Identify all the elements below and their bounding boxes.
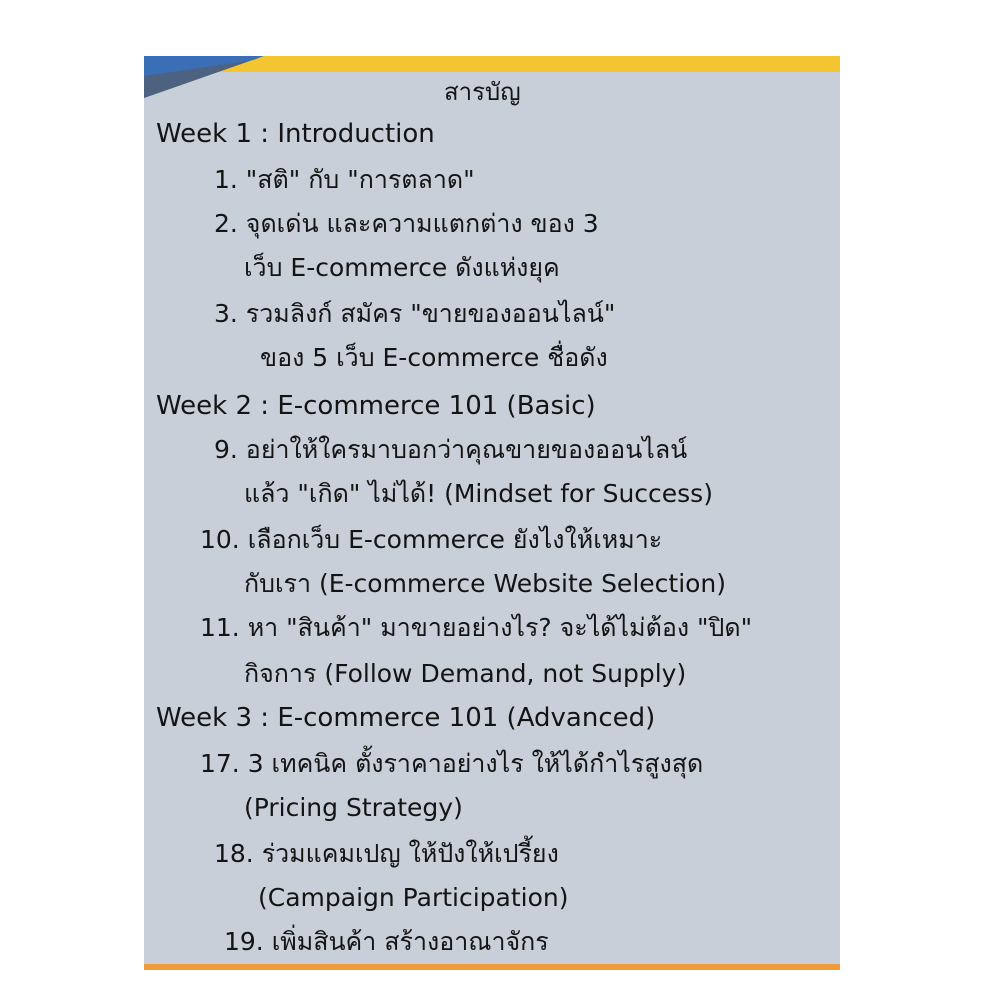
week-3-heading: Week 3 : E-commerce 101 (Advanced) xyxy=(156,703,656,733)
toc-item-10: 10. เลือกเว็บ E-commerce ยังไงให้เหมาะ xyxy=(200,525,663,554)
toc-item-19: 19. เพิ่มสินค้า สร้างอาณาจักร xyxy=(224,927,549,956)
toc-item-1: 1. "สติ" กับ "การตลาด" xyxy=(214,165,475,194)
corner-decoration xyxy=(144,56,264,98)
toc-item-9-cont: แล้ว "เกิด" ไม่ได้! (Mindset for Success) xyxy=(244,479,713,508)
toc-item-17-cont: (Pricing Strategy) xyxy=(244,793,463,822)
toc-item-9: 9. อย่าให้ใครมาบอกว่าคุณขายของออนไลน์ xyxy=(214,435,688,464)
toc-item-18-cont: (Campaign Participation) xyxy=(258,883,569,912)
toc-item-11: 11. หา "สินค้า" มาขายอย่างไร? จะได้ไม่ต้อง "ปิด" xyxy=(200,613,753,642)
toc-item-2: 2. จุดเด่น และความแตกต่าง ของ 3 xyxy=(214,209,599,238)
toc-item-3: 3. รวมลิงก์ สมัคร "ขายของออนไลน์" xyxy=(214,299,616,328)
toc-title: สารบัญ xyxy=(444,78,521,106)
toc-item-2-cont: เว็บ E-commerce ดังแห่งยุค xyxy=(244,253,560,282)
toc-item-17: 17. 3 เทคนิค ตั้งราคาอย่างไร ให้ได้กำไรสูงสุด xyxy=(200,749,704,778)
week-2-heading: Week 2 : E-commerce 101 (Basic) xyxy=(156,391,596,421)
toc-item-11-cont: กิจการ (Follow Demand, not Supply) xyxy=(244,659,687,688)
toc-item-10-cont: กับเรา (E-commerce Website Selection) xyxy=(244,569,727,598)
toc-item-3-cont: ของ 5 เว็บ E-commerce ชื่อดัง xyxy=(260,343,608,372)
toc-card xyxy=(144,56,840,970)
bottom-accent-bar xyxy=(144,964,840,970)
toc-item-18: 18. ร่วมแคมเปญ ให้ปังให้เปรี้ยง xyxy=(214,839,559,868)
week-1-heading: Week 1 : Introduction xyxy=(156,119,435,149)
